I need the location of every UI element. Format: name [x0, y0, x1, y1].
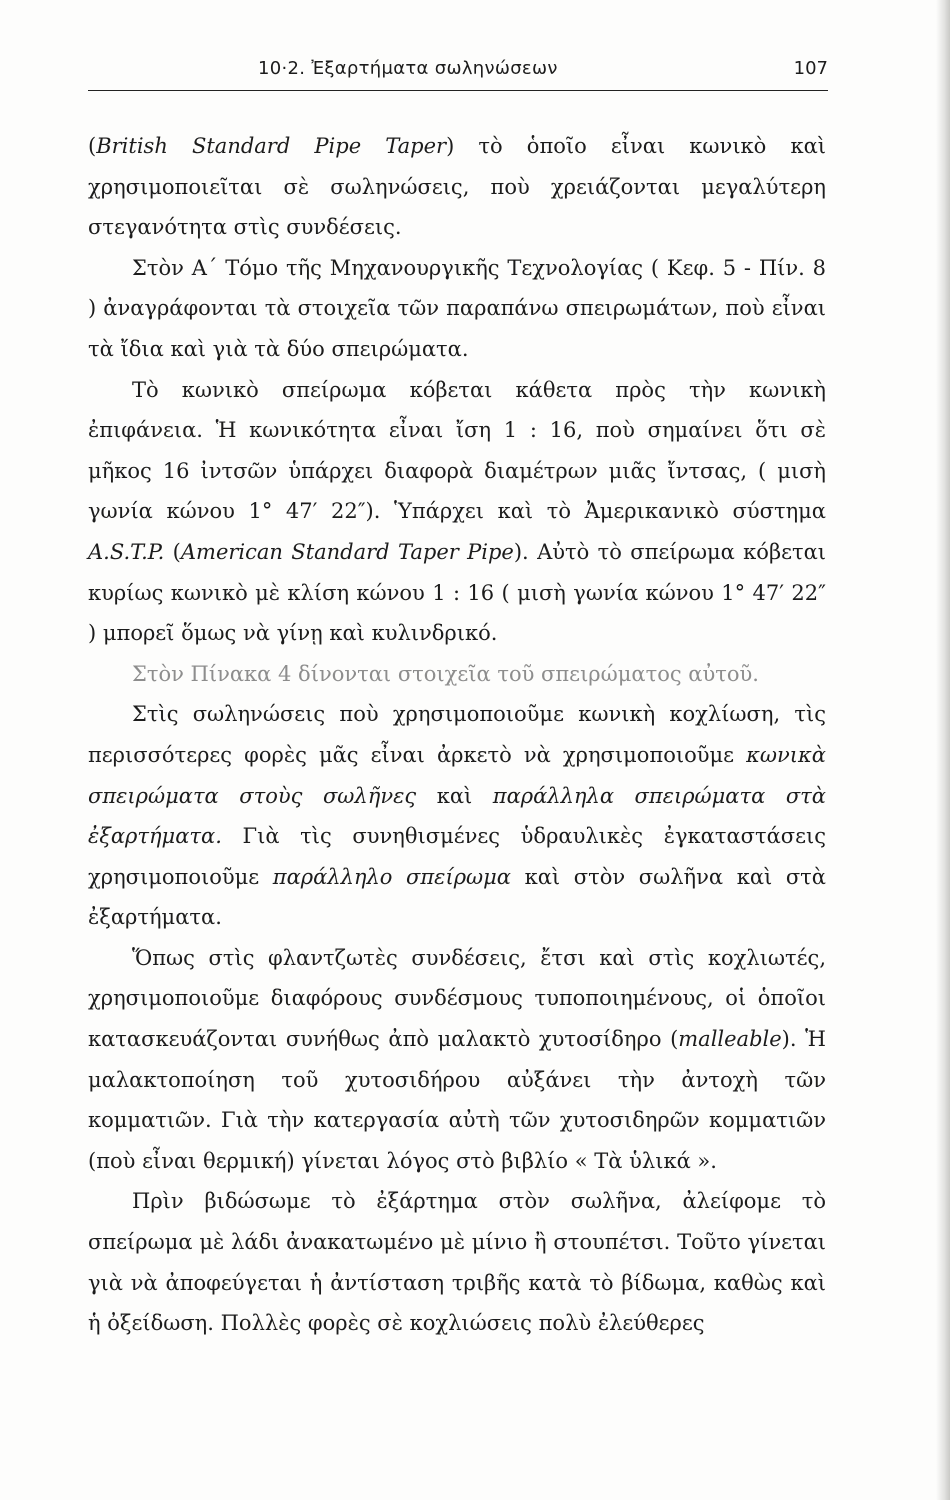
italic-term: American Standard Taper Pipe: [180, 539, 514, 564]
italic-term: A.S.T.P.: [88, 539, 165, 564]
paragraph-6: Ὅπως στὶς φλαντζωτὲς συνδέσεις, ἔτσι καὶ στὶς κοχλιωτές, χρησιμοποιοῦμε διαφόρους συνδέσμους τυποποιημένους, οἱ ὁποῖοι κατασκευάζονται συνήθως ἀπὸ μαλακτὸ χυτοσίδηρο (malleable). Ἡ μαλακτοποίηση τοῦ χυτοσιδήρου αὐξάνει τὴν ἀντοχὴ τῶν κομματιῶν. Γιὰ τὴν κατεργασία αὐτὴ τῶν χυτοσιδηρῶν κομματιῶν (ποὺ εἶναι θερμική) γίνεται λόγος στὸ βιβλίο « Τὰ ὑλικά ».: [88, 945, 826, 1173]
italic-term: malleable: [678, 1027, 782, 1052]
paragraph-text: Ὅπως στὶς φλαντζωτὲς συνδέσεις, ἔτσι καὶ στὶς κοχλιωτές, χρησιμοποιοῦμε διαφόρους συνδέσμους τυποποιημένους, οἱ ὁποῖοι κατασκευάζονται συνήθως ἀπὸ μαλακτὸ χυτοσίδηρο: [88, 945, 826, 1052]
paragraph-text: τὸ ὁποῖο εἶναι κωνικὸ καὶ χρησιμοποιεῖται σὲ σωληνώσεις, ποὺ χρειάζονται μεγαλύτερη στεγανότητα στὶς συνδέσεις.: [88, 134, 826, 240]
italic-term: κωνικὰ σπειρώματα στοὺς σωλῆνες: [88, 742, 826, 808]
page-spine-shadow: [936, 0, 950, 1500]
running-head: 10·2. Ἐξαρτήματα σωληνώσεων: [258, 58, 558, 79]
paragraph-3: Τὸ κωνικὸ σπείρωμα κόβεται κάθετα πρὸς τὴν κωνικὴ ἐπιφάνεια. Ἡ κωνικότητα εἶναι ἴση 1 : 16, ποὺ σημαίνει ὅτι σὲ μῆκος 16 ἰντσῶν ὑπάρχει διαφορὰ διαμέτρων μιᾶς ἴντσας, ( μισὴ γωνία κώνου 1° 47′ 22″). Ὑπάρχει καὶ τὸ Ἀμερικανικὸ σύστημα A.S.T.P. (American Standard Taper Pipe). Αὐτὸ τὸ σπείρωμα κόβεται κυρίως κωνικὸ μὲ κλίση κώνου 1 : 16 ( μισὴ γωνία κώνου 1° 47′ 22″ ) μπορεῖ ὅμως νὰ γίνῃ καὶ κυλινδρικό.: [88, 377, 826, 646]
page-body: [88, 126, 826, 1344]
paragraph-text: Στὶς σωληνώσεις ποὺ χρησιμοποιοῦμε κωνικὴ κοχλίωση, τὶς περισσότερες φορὲς μᾶς εἶναι ἀρκετὸ νὰ χρησιμοποιοῦμε: [88, 702, 826, 767]
paragraph-2: Στὸν Α΄ Τόμο τῆς Μηχανουργικῆς Τεχνολογίας ( Κεφ. 5 - Πίν. 8 ) ἀναγράφονται τὰ στοιχεῖα τῶν παραπάνω σπειρωμάτων, ποὺ εἶναι τὰ ἴδια καὶ γιὰ τὰ δύο σπειρώματα.: [88, 255, 826, 361]
paragraph-text: Τὸ κωνικὸ σπείρωμα κόβεται κάθετα πρὸς τὴν κωνικὴ ἐπιφάνεια. Ἡ κωνικότητα εἶναι ἴση 1 : 16, ποὺ σημαίνει ὅτι σὲ μῆκος 16 ἰντσῶν ὑπάρχει διαφορὰ διαμέτρων μιᾶς ἴντσας, ( μισὴ γωνία κώνου 1° 47′ 22″). Ὑπάρχει καὶ τὸ Ἀμερικανικὸ σύστημα: [88, 377, 826, 524]
paragraph-text: Ἡ μαλακτοποίηση τοῦ χυτοσιδήρου αὐξάνει τὴν ἀντοχὴ τῶν κομματιῶν. Γιὰ τὴν κατεργασία αὐτὴ τῶν χυτοσιδηρῶν κομματιῶν (ποὺ εἶναι θερμική) γίνεται λόγος στὸ βιβλίο « Τὰ ὑλικά ».: [88, 1027, 826, 1173]
paragraph-text: Αὐτὸ τὸ σπείρωμα κόβεται κυρίως κωνικὸ μὲ κλίση κώνου 1 : 16 ( μισὴ γωνία κώνου 1° 47′ 22″ ) μπορεῖ ὅμως νὰ γίνῃ καὶ κυλινδρικό.: [88, 539, 826, 646]
paragraph-4: Στὸν Πίνακα 4 δίνονται στοιχεῖα τοῦ σπειρώματος αὐτοῦ.: [132, 661, 759, 686]
paragraph-text: Γιὰ τὶς συνηθισμένες ὑδραυλικὲς ἐγκαταστάσεις χρησιμοποιοῦμε: [88, 824, 826, 889]
paragraph-7: Πρὶν βιδώσωμε τὸ ἐξάρτημα στὸν σωλῆνα, ἀλείφομε τὸ σπείρωμα μὲ λάδι ἀνακατωμένο μὲ μίνιο ἢ στουπέτσι. Τοῦτο γίνεται γιὰ νὰ ἀποφεύγεται ἡ ἀντίσταση τριβῆς κατὰ τὸ βίδωμα, καθὼς καὶ ἡ ὀξείδωση. Πολλὲς φορὲς σὲ κοχλιώσεις πολὺ ἐλεύθερες: [88, 1189, 826, 1336]
page-number: 107: [793, 58, 828, 79]
page-header: [88, 56, 828, 91]
italic-term: British Standard Pipe Taper: [96, 134, 447, 158]
paragraph-text: καὶ: [436, 783, 473, 808]
italic-term: παράλληλο σπείρωμα: [272, 864, 511, 889]
italic-term: παράλληλα σπειρώματα στὰ ἐξαρτήματα.: [88, 783, 826, 849]
paragraph-text: καὶ στὸν σωλῆνα καὶ στὰ ἐξαρτήματα.: [88, 864, 826, 930]
paragraph-5: [88, 694, 826, 938]
paragraph-1: (British Standard Pipe Taper) τὸ ὁποῖο εἶναι κωνικὸ καὶ χρησιμοποιεῖται σὲ σωληνώσεις, ποὺ χρειάζονται μεγαλύτερη στεγανότητα στὶς συνδέσεις.: [88, 134, 826, 240]
